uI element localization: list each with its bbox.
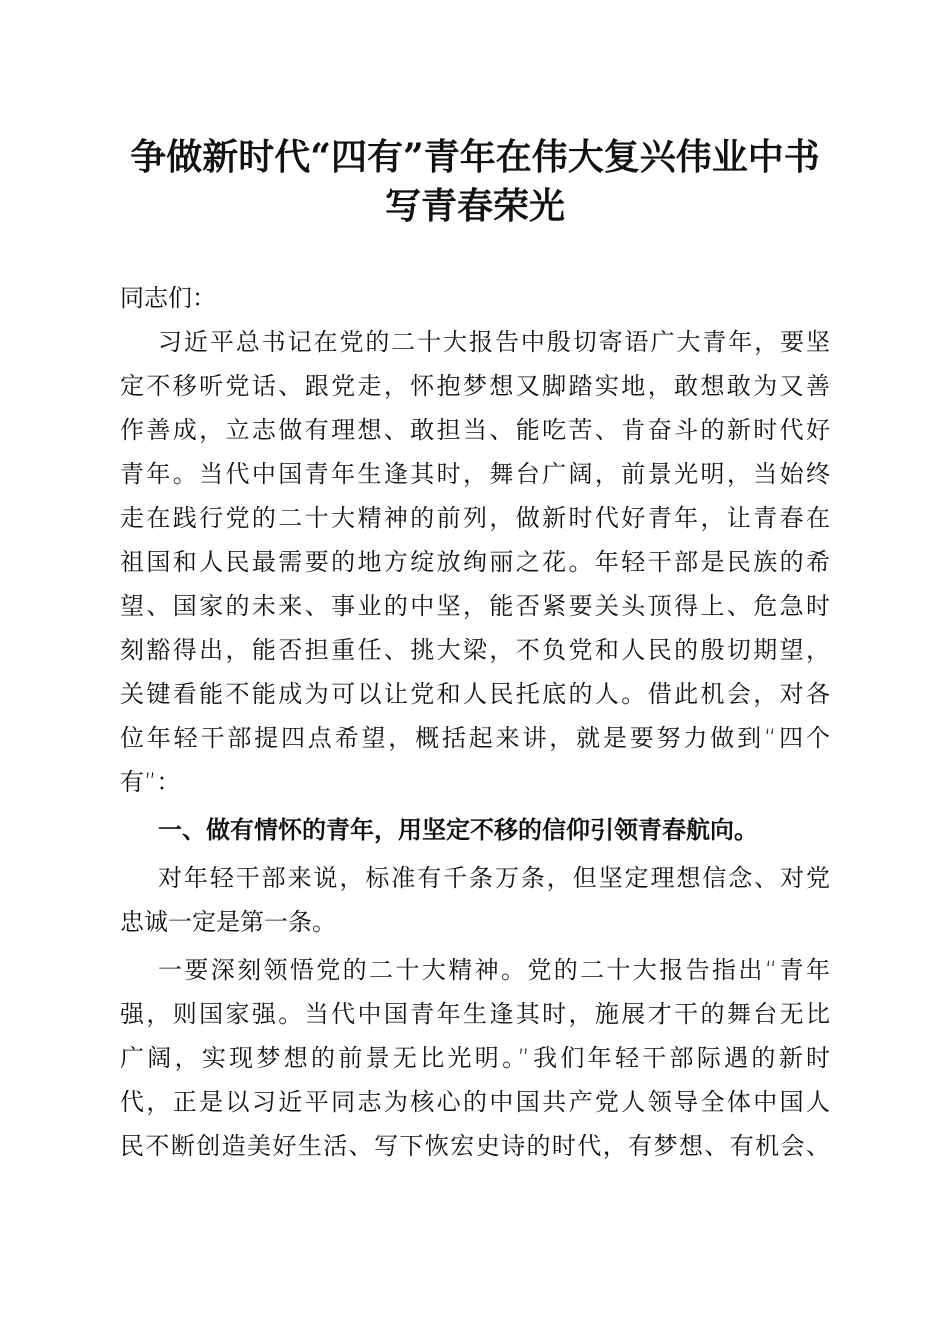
salutation: 同志们：	[120, 284, 216, 312]
paragraph-1-line: 定不移听党话、跟党走，怀抱梦想又脚踏实地，敢想敢为又善	[120, 372, 830, 400]
paragraph-1-line: 位年轻干部提四点希望，概括起来讲，就是要努力做到“四个	[120, 724, 830, 752]
paragraph-1-line: 刻豁得出，能否担重任、挑大梁，不负党和人民的殷切期望，	[120, 636, 830, 664]
paragraph-1-line: 有”：	[120, 768, 181, 796]
section-heading-1: 一、做有情怀的青年，用坚定不移的信仰引领青春航向。	[158, 816, 758, 844]
paragraph-1-line: 祖国和人民最需要的地方绽放绚丽之花。年轻干部是民族的希	[120, 548, 830, 576]
document-title-line-1: 争做新时代“四有”青年在伟大复兴伟业中书	[130, 136, 820, 178]
paragraph-2-line: 忠诚一定是第一条。	[120, 908, 336, 936]
paragraph-3-line: 民不断创造美好生活、写下恢宏史诗的时代，有梦想、有机会、	[120, 1132, 830, 1160]
paragraph-1-line: 望、国家的未来、事业的中坚，能否紧要关头顶得上、危急时	[120, 592, 830, 620]
paragraph-3-line: 强，则国家强。当代中国青年生逢其时，施展才干的舞台无比	[120, 1000, 830, 1028]
paragraph-1-line: 关键看能不能成为可以让党和人民托底的人。借此机会，对各	[120, 680, 830, 708]
paragraph-3-line: 一要深刻领悟党的二十大精神。党的二十大报告指出“青年	[158, 956, 830, 984]
paragraph-1-line: 作善成，立志做有理想、敢担当、能吃苦、肯奋斗的新时代好	[120, 416, 830, 444]
paragraph-1-line: 习近平总书记在党的二十大报告中殷切寄语广大青年，要坚	[158, 328, 830, 356]
paragraph-2-line: 对年轻干部来说，标准有千条万条，但坚定理想信念、对党	[158, 864, 830, 892]
paragraph-1-line: 走在践行党的二十大精神的前列，做新时代好青年，让青春在	[120, 504, 830, 532]
paragraph-3-line: 代，正是以习近平同志为核心的中国共产党人领导全体中国人	[120, 1088, 830, 1116]
document-title-line-2: 写青春荣光	[384, 185, 565, 227]
paragraph-1-line: 青年。当代中国青年生逢其时，舞台广阔，前景光明，当始终	[120, 460, 830, 488]
paragraph-3-line: 广阔，实现梦想的前景无比光明。”我们年轻干部际遇的新时	[120, 1044, 830, 1072]
